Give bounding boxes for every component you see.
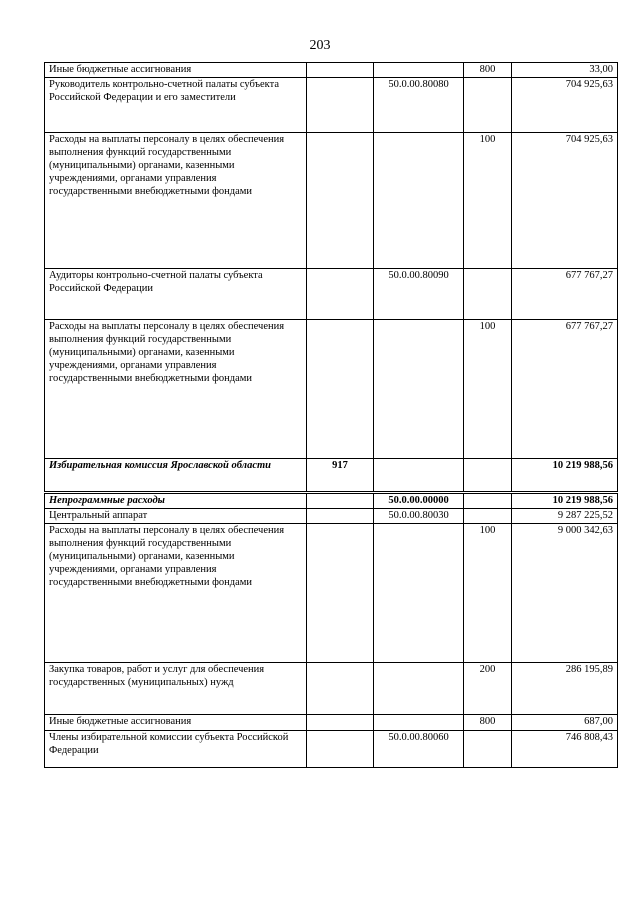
row-code: 917	[307, 459, 374, 493]
row-code	[307, 663, 374, 715]
table-row	[45, 493, 618, 509]
table-row	[45, 524, 618, 663]
row-type	[464, 509, 512, 524]
row-type: 100	[464, 320, 512, 459]
row-code	[307, 78, 374, 133]
row-type: 100	[464, 133, 512, 269]
row-name: Руководитель контрольно-счетной палаты субъекта Российской Федерации и его заместители	[45, 78, 307, 133]
row-name: Иные бюджетные ассигнования	[45, 63, 307, 78]
row-code	[307, 715, 374, 731]
row-sum: 704 925,63	[512, 78, 618, 133]
row-type	[464, 493, 512, 509]
row-sum: 286 195,89	[512, 663, 618, 715]
row-program	[374, 715, 464, 731]
row-program: 50.0.00.80080	[374, 78, 464, 133]
row-name: Избирательная комиссия Ярославской области	[45, 459, 307, 493]
table-row	[45, 731, 618, 768]
row-name: Иные бюджетные ассигнования	[45, 715, 307, 731]
row-sum: 10 219 988,56	[512, 493, 618, 509]
row-code	[307, 269, 374, 320]
row-name: Непрограммные расходы	[45, 493, 307, 509]
row-program	[374, 320, 464, 459]
table-row	[45, 715, 618, 731]
row-program: 50.0.00.00000	[374, 493, 464, 509]
row-code	[307, 320, 374, 459]
row-sum: 33,00	[512, 63, 618, 78]
row-type: 800	[464, 63, 512, 78]
row-type: 200	[464, 663, 512, 715]
row-type	[464, 459, 512, 493]
row-program: 50.0.00.80060	[374, 731, 464, 768]
row-name: Расходы на выплаты персоналу в целях обеспечения выполнения функций государственными (муниципальными) органами, казенными учреждениями, органами управления государственными внебюджетными фондами	[45, 320, 307, 459]
row-type: 800	[464, 715, 512, 731]
row-program: 50.0.00.80030	[374, 509, 464, 524]
row-type	[464, 731, 512, 768]
table-row	[45, 269, 618, 320]
table-row	[45, 320, 618, 459]
row-code	[307, 133, 374, 269]
row-code	[307, 493, 374, 509]
row-program	[374, 133, 464, 269]
row-type: 100	[464, 524, 512, 663]
row-name: Центральный аппарат	[45, 509, 307, 524]
row-sum: 746 808,43	[512, 731, 618, 768]
row-sum: 9 287 225,52	[512, 509, 618, 524]
row-code	[307, 63, 374, 78]
row-type	[464, 269, 512, 320]
table-row	[45, 133, 618, 269]
row-program	[374, 63, 464, 78]
row-program	[374, 663, 464, 715]
row-sum: 10 219 988,56	[512, 459, 618, 493]
row-name: Расходы на выплаты персоналу в целях обеспечения выполнения функций государственными (муниципальными) органами, казенными учреждениями, органами управления государственными внебюджетными фондами	[45, 524, 307, 663]
row-program	[374, 524, 464, 663]
row-code	[307, 524, 374, 663]
table-row	[45, 459, 618, 493]
budget-table	[44, 62, 618, 768]
row-sum: 677 767,27	[512, 320, 618, 459]
row-sum: 677 767,27	[512, 269, 618, 320]
row-program: 50.0.00.80090	[374, 269, 464, 320]
row-name: Аудиторы контрольно-счетной палаты субъекта Российской Федерации	[45, 269, 307, 320]
row-sum: 687,00	[512, 715, 618, 731]
row-sum: 9 000 342,63	[512, 524, 618, 663]
row-code	[307, 731, 374, 768]
row-code	[307, 509, 374, 524]
table-row	[45, 509, 618, 524]
table-row	[45, 78, 618, 133]
page-number: 203	[309, 38, 331, 53]
row-name: Расходы на выплаты персоналу в целях обеспечения выполнения функций государственными (муниципальными) органами, казенными учреждениями, органами управления государственными внебюджетными фондами	[45, 133, 307, 269]
table-row	[45, 663, 618, 715]
row-name: Члены избирательной комиссии субъекта Российской Федерации	[45, 731, 307, 768]
table-row	[45, 63, 618, 78]
row-type	[464, 78, 512, 133]
row-name: Закупка товаров, работ и услуг для обеспечения государственных (муниципальных) нужд	[45, 663, 307, 715]
row-program	[374, 459, 464, 493]
row-sum: 704 925,63	[512, 133, 618, 269]
